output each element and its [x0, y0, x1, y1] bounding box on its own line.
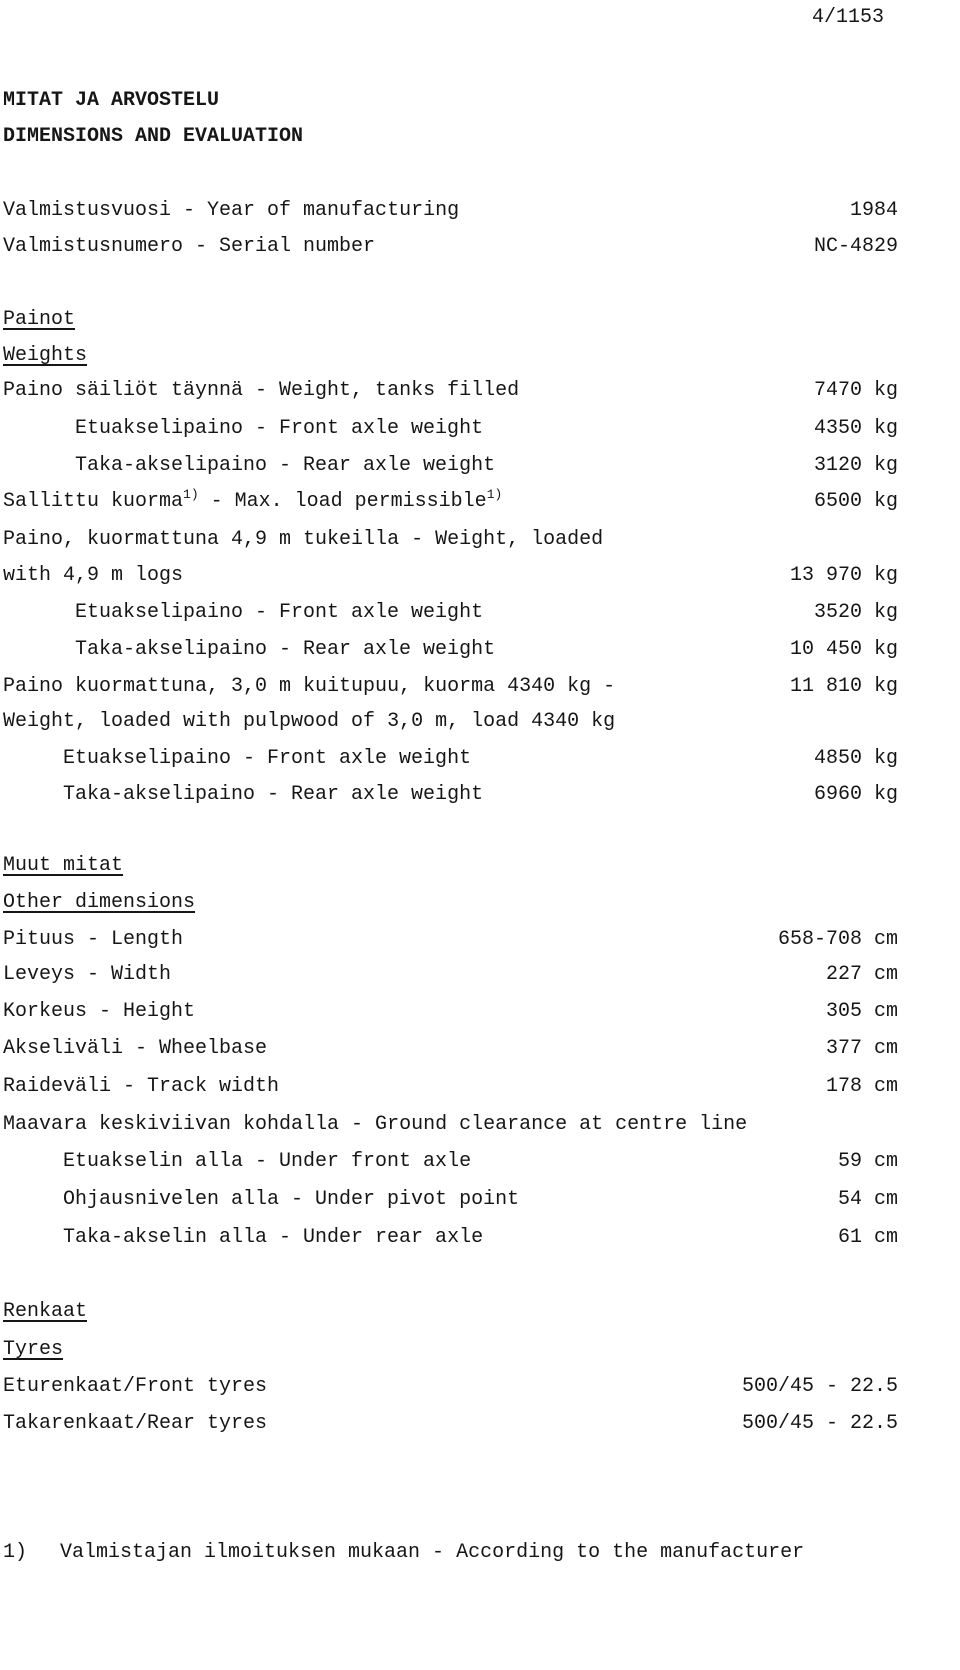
spec-label-en: - Max. load permissible — [198, 490, 487, 513]
spec-row — [0, 235, 960, 259]
spec-row — [0, 199, 960, 223]
section-heading-en: Weights — [3, 344, 88, 367]
spec-label: Pituus - Length — [3, 928, 184, 951]
spec-label: Korkeus - Height — [3, 1000, 196, 1023]
spec-value: 178 cm — [825, 1075, 898, 1098]
spec-label: Raideväli - Track width — [3, 1075, 280, 1098]
spec-row — [0, 379, 960, 403]
footnote-marker: 1) — [486, 487, 503, 502]
spec-label: Valmistusvuosi - Year of manufacturing — [3, 199, 460, 222]
spec-label: Valmistusnumero - Serial number — [3, 235, 376, 258]
spec-label: Paino, kuormattuna 4,9 m tukeilla - Weight, loaded — [3, 528, 604, 551]
section-heading-fi: Muut mitat — [3, 854, 124, 877]
spec-label: Ohjausnivelen alla - Under pivot point — [63, 1188, 520, 1211]
spec-row — [0, 1113, 960, 1137]
spec-value: 6960 kg — [813, 783, 898, 806]
spec-value: 61 cm — [837, 1226, 898, 1249]
document-title-en: DIMENSIONS AND EVALUATION — [3, 125, 304, 148]
spec-row — [0, 638, 960, 662]
footnote-marker: 1) — [3, 1541, 28, 1564]
spec-label: Etuakselipaino - Front axle weight — [75, 601, 484, 624]
spec-row — [0, 1000, 960, 1024]
spec-row — [0, 1075, 960, 1099]
spec-value: 3120 kg — [813, 454, 898, 477]
spec-row — [0, 1037, 960, 1061]
spec-value: 227 cm — [825, 963, 898, 986]
spec-row — [0, 1188, 960, 1212]
spec-value: 1984 — [849, 199, 898, 222]
spec-label: Paino kuormattuna, 3,0 m kuitupuu, kuorma 4340 kg - — [3, 675, 616, 698]
spec-row — [0, 1150, 960, 1174]
spec-value: 305 cm — [825, 1000, 898, 1023]
spec-value: 7470 kg — [813, 379, 898, 402]
spec-value: 59 cm — [837, 1150, 898, 1173]
section-heading-row — [0, 854, 960, 878]
spec-label: Maavara keskiviivan kohdalla - Ground clearance at centre line — [3, 1113, 748, 1136]
spec-label: Taka-akselipaino - Rear axle weight — [75, 638, 496, 661]
spec-row — [0, 1412, 960, 1436]
section-heading-row — [0, 1300, 960, 1324]
spec-label: Etuakselin alla - Under front axle — [63, 1150, 472, 1173]
footnote-marker: 1) — [183, 487, 199, 502]
section-heading-row — [0, 344, 960, 368]
spec-value: 3520 kg — [813, 601, 898, 624]
spec-row — [0, 710, 960, 734]
document-title-fi: MITAT JA ARVOSTELU — [3, 89, 220, 112]
spec-label: Etuakselipaino - Front axle weight — [75, 417, 484, 440]
spec-row — [0, 1375, 960, 1399]
spec-label: Taka-akselipaino - Rear axle weight — [63, 783, 484, 806]
spec-label-fi: Sallittu kuorma — [3, 490, 184, 513]
spec-row — [0, 783, 960, 807]
section-heading-fi: Painot — [3, 308, 76, 331]
section-heading-row — [0, 308, 960, 332]
spec-label: Paino säiliöt täynnä - Weight, tanks filled — [3, 379, 520, 402]
spec-label — [3, 487, 503, 514]
spec-value: 13 970 kg — [789, 564, 898, 587]
spec-value: NC-4829 — [813, 235, 898, 258]
spec-value: 54 cm — [837, 1188, 898, 1211]
spec-value: 6500 kg — [813, 490, 898, 513]
spec-label: Taka-akselipaino - Rear axle weight — [75, 454, 496, 477]
spec-value: 500/45 - 22.5 — [741, 1375, 898, 1398]
section-heading-en: Tyres — [3, 1338, 64, 1361]
title-row — [0, 89, 960, 113]
spec-value: 11 810 kg — [789, 675, 898, 698]
spec-label: with 4,9 m logs — [3, 564, 184, 587]
spec-row — [0, 963, 960, 987]
spec-value: 377 cm — [825, 1037, 898, 1060]
spec-row — [0, 564, 960, 588]
spec-row — [0, 601, 960, 625]
spec-label: Akseliväli - Wheelbase — [3, 1037, 268, 1060]
spec-row — [0, 747, 960, 771]
spec-label: Leveys - Width — [3, 963, 172, 986]
page-number: 4/1153 — [812, 6, 885, 29]
spec-label: Weight, loaded with pulpwood of 3,0 m, load 4340 kg — [3, 710, 616, 733]
spec-value: 658-708 cm — [777, 928, 898, 951]
spec-label: Eturenkaat/Front tyres — [3, 1375, 268, 1398]
section-heading-en: Other dimensions — [3, 891, 196, 914]
spec-row — [0, 675, 960, 699]
footnote-text: Valmistajan ilmoituksen mukaan - According to the manufacturer — [60, 1541, 805, 1564]
spec-row — [0, 487, 960, 514]
spec-row — [0, 528, 960, 552]
spec-label: Taka-akselin alla - Under rear axle — [63, 1226, 484, 1249]
spec-value: 4350 kg — [813, 417, 898, 440]
section-heading-fi: Renkaat — [3, 1300, 88, 1323]
spec-row — [0, 417, 960, 441]
title-row — [0, 125, 960, 149]
spec-row — [0, 1226, 960, 1250]
footnote — [0, 1541, 960, 1565]
spec-row — [0, 454, 960, 478]
spec-label: Takarenkaat/Rear tyres — [3, 1412, 268, 1435]
section-heading-row — [0, 1338, 960, 1362]
spec-value: 500/45 - 22.5 — [741, 1412, 898, 1435]
spec-value: 10 450 kg — [789, 638, 898, 661]
spec-row — [0, 928, 960, 952]
spec-label: Etuakselipaino - Front axle weight — [63, 747, 472, 770]
section-heading-row — [0, 891, 960, 915]
spec-value: 4850 kg — [813, 747, 898, 770]
